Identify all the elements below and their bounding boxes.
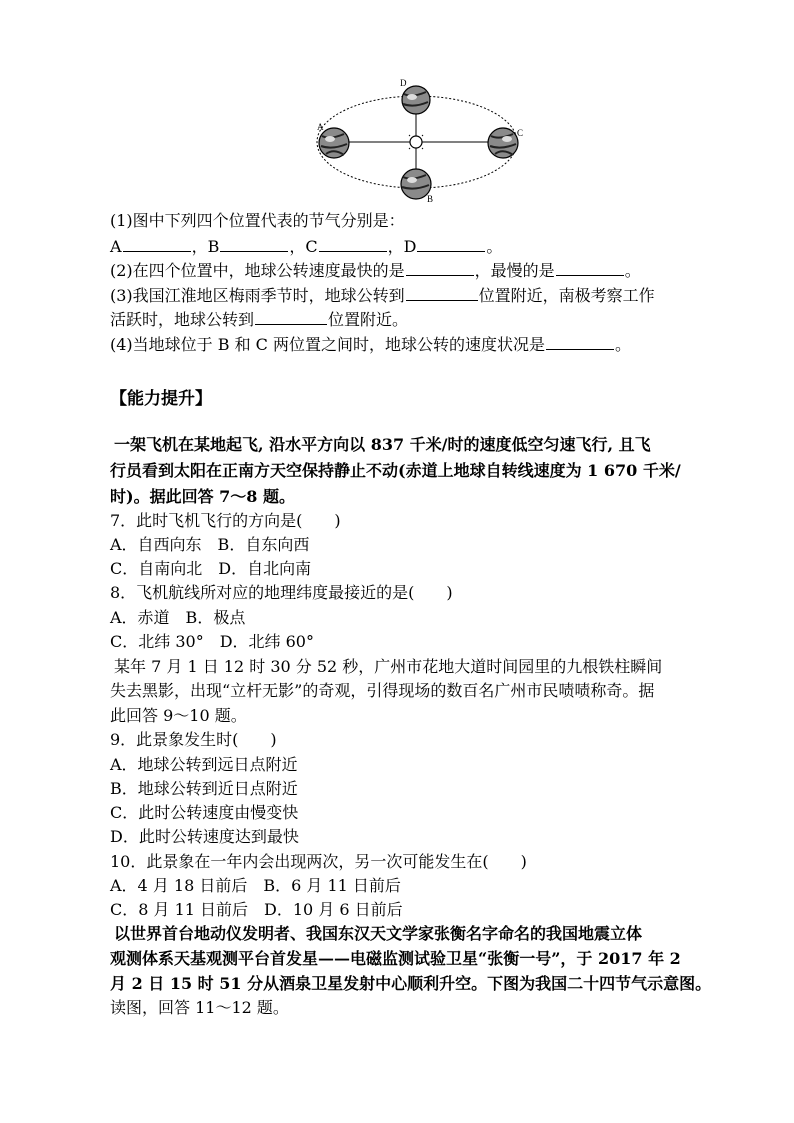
earth-orbit-figure	[300, 76, 540, 206]
q4-prefix: (4)当地球位于 B 和 C 两位置之间时，地球公转的速度状况是	[110, 335, 546, 354]
q1-label-a: A	[110, 237, 122, 256]
q8-options-cd[interactable]: C．北纬 30° D．北纬 60°	[110, 632, 314, 651]
passage1-line3: 时)。据此回答 7～8 题。	[110, 487, 295, 506]
blank-q2-slow[interactable]	[556, 261, 624, 276]
q2-prefix: (2)在四个位置中，地球公转速度最快的是	[110, 261, 405, 280]
q9-option-c[interactable]: C．此时公转速度由慢变快	[110, 803, 299, 822]
q9-option-a[interactable]: A．地球公转到远日点附近	[110, 755, 298, 774]
blank-d[interactable]	[417, 237, 485, 252]
q2	[110, 260, 641, 282]
q8-options-ab[interactable]: A．赤道 B．极点	[110, 608, 246, 627]
q4-end: 。	[615, 335, 632, 354]
passage3-line1: 以世界首台地动仪发明者、我国东汉天文学家张衡名字命名的我国地震立体	[114, 924, 643, 943]
label-b: B	[427, 194, 434, 204]
q1-label-b: ，B	[191, 237, 220, 256]
q7-stem: 7．此时飞机飞行的方向是( )	[110, 511, 341, 530]
passage1-line1: 一架飞机在某地起飞, 沿水平方向以 837 千米/时的速度低空匀速飞行, 且飞	[114, 435, 651, 454]
q1-end: 。	[486, 237, 503, 256]
q2-end: 。	[624, 261, 641, 280]
q9-option-d[interactable]: D．此时公转速度达到最快	[110, 827, 299, 846]
passage3-line3: 月 2 日 15 时 51 分从酒泉卫星发射中心顺利升空。下图为我国二十四节气示意图。	[110, 974, 712, 993]
q10-options-cd[interactable]: C．8 月 11 日前后 D．10 月 6 日前后	[110, 900, 403, 919]
blank-q4[interactable]	[546, 335, 614, 350]
passage2-line3: 此回答 9～10 题。	[110, 706, 247, 725]
blank-q3-antarctic[interactable]	[255, 310, 327, 325]
q3-prefix: (3)我国江淮地区梅雨季节时，地球公转到	[110, 286, 405, 305]
q9-stem: 9．此景象发生时( )	[110, 730, 277, 749]
blank-q2-fast[interactable]	[406, 261, 474, 276]
q3-line2-prefix: 活跃时，地球公转到	[110, 310, 255, 329]
q3-line2-end: 位置附近。	[328, 310, 409, 329]
label-c: C	[517, 128, 524, 138]
q9-option-b[interactable]: B．地球公转到近日点附近	[110, 779, 298, 798]
q7-options-ab[interactable]: A．自西向东 B．自东向西	[110, 535, 310, 554]
q10-stem: 10．此景象在一年内会出现两次，另一次可能发生在( )	[110, 852, 527, 871]
q4	[110, 334, 631, 356]
q3-mid: 位置附近，南极考察工作	[478, 286, 655, 305]
blank-a[interactable]	[123, 237, 191, 252]
earth-d-icon	[402, 86, 430, 114]
blank-q3-meiyu[interactable]	[406, 286, 478, 301]
q3-line1	[110, 285, 655, 307]
passage1-line2: 行员看到太阳在正南方天空保持静止不动(赤道上地球自转线速度为 1 670 千米/	[110, 461, 681, 480]
passage2-line1: 某年 7 月 1 日 12 时 30 分 52 秒，广州市花地大道时间园里的九根铁柱瞬间	[114, 657, 663, 676]
passage3-line4: 读图，回答 11～12 题。	[110, 998, 289, 1017]
blank-b[interactable]	[220, 237, 288, 252]
passage3-line2: 观测体系天基观测平台首发星——电磁监测试验卫星“张衡一号”，于 2017 年 2	[110, 949, 681, 968]
earth-a-icon	[319, 128, 349, 158]
blank-c[interactable]	[319, 237, 387, 252]
q1-label-c: ，C	[289, 237, 318, 256]
q2-mid: ，最慢的是	[474, 261, 555, 280]
q1-label-d: ，D	[387, 237, 417, 256]
label-a: A	[317, 122, 324, 132]
q1-blanks	[110, 236, 502, 258]
label-d: D	[400, 78, 407, 88]
q3-line2	[110, 309, 408, 331]
q10-options-ab[interactable]: A．4 月 18 日前后 B．6 月 11 日前后	[110, 876, 401, 895]
earth-c-icon	[488, 128, 518, 158]
q1-stem: (1)图中下列四个位置代表的节气分别是：	[110, 211, 405, 230]
q8-stem: 8．飞机航线所对应的地理纬度最接近的是( )	[110, 583, 453, 602]
section-title: 【能力提升】	[110, 389, 212, 409]
q7-options-cd[interactable]: C．自南向北 D．自北向南	[110, 559, 312, 578]
passage2-line2: 失去黑影，出现“立杆无影”的奇观，引得现场的数百名广州市民啧啧称奇。据	[110, 681, 655, 700]
